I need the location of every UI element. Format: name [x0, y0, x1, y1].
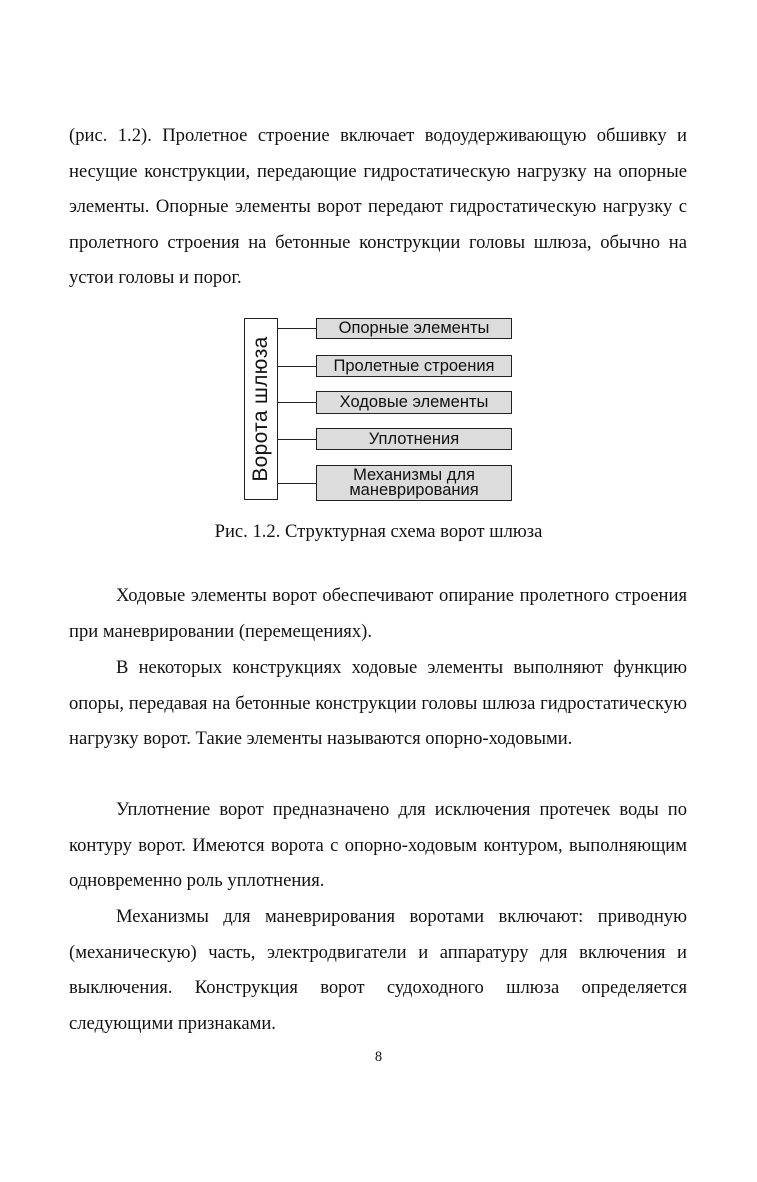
diagram-connector: [278, 439, 316, 440]
diagram-connector: [278, 366, 316, 367]
diagram-box-label: Ходовые элементы: [339, 393, 489, 411]
diagram-box-label: Уплотнения: [368, 429, 460, 448]
gate-structure-diagram: [244, 318, 514, 504]
diagram-box-span-structures: [316, 355, 512, 377]
paragraph-1: (рис. 1.2). Пролетное строение включает водоудерживающую обшивку и несущие конструкции, передающие гидростатическую нагрузку на опорные элементы. Опорные элементы ворот передают гидростатическую нагрузку с пролетного строения на бетонные конструкции головы шлюза, обычно на устои головы и порог.: [69, 125, 687, 289]
diagram-box-label-line-2: маневрирования: [349, 481, 479, 499]
paragraph-2: Ходовые элементы ворот обеспечивают опирание пролетного строения при маневрировании (перемещениях).: [69, 585, 687, 642]
paragraph-4: Уплотнение ворот предназначено для исключения протечек воды по контуру ворот. Имеются ворота с опорно-ходовым контуром, выполняющим одновременно роль уплотнения.: [69, 799, 687, 892]
diagram-box-label: Опорные элементы: [338, 319, 490, 337]
diagram-connector: [278, 402, 316, 403]
diagram-box-seals: [316, 428, 512, 450]
paragraph-3: В некоторых конструкциях ходовые элементы выполняют функцию опоры, передавая на бетонные конструкции головы шлюза гидростатическую нагрузку ворот. Такие элементы называются опорно-ходовыми.: [69, 657, 687, 750]
diagram-box-label-line-1: Механизмы для: [353, 466, 475, 484]
figure-caption: Рис. 1.2. Структурная схема ворот шлюза: [214, 521, 543, 542]
diagram-root-box: [244, 318, 278, 500]
diagram-connector: [278, 328, 316, 329]
page-number: 8: [374, 1049, 383, 1065]
diagram-connector: [278, 483, 316, 484]
diagram-box-label: Пролетные строения: [333, 356, 495, 375]
paragraph-5: Механизмы для маневрирования воротами включают: приводную (механическую) часть, электродвигатели и аппаратуру для включения и выключения. Конструкция ворот судоходного шлюза определяется следующими признаками.: [69, 906, 687, 1034]
diagram-box-support-elements: [316, 318, 512, 339]
diagram-box-maneuver-mechanisms: [316, 465, 512, 501]
diagram-box-running-elements: [316, 391, 512, 414]
diagram-root-label: Ворота шлюза: [249, 336, 272, 482]
